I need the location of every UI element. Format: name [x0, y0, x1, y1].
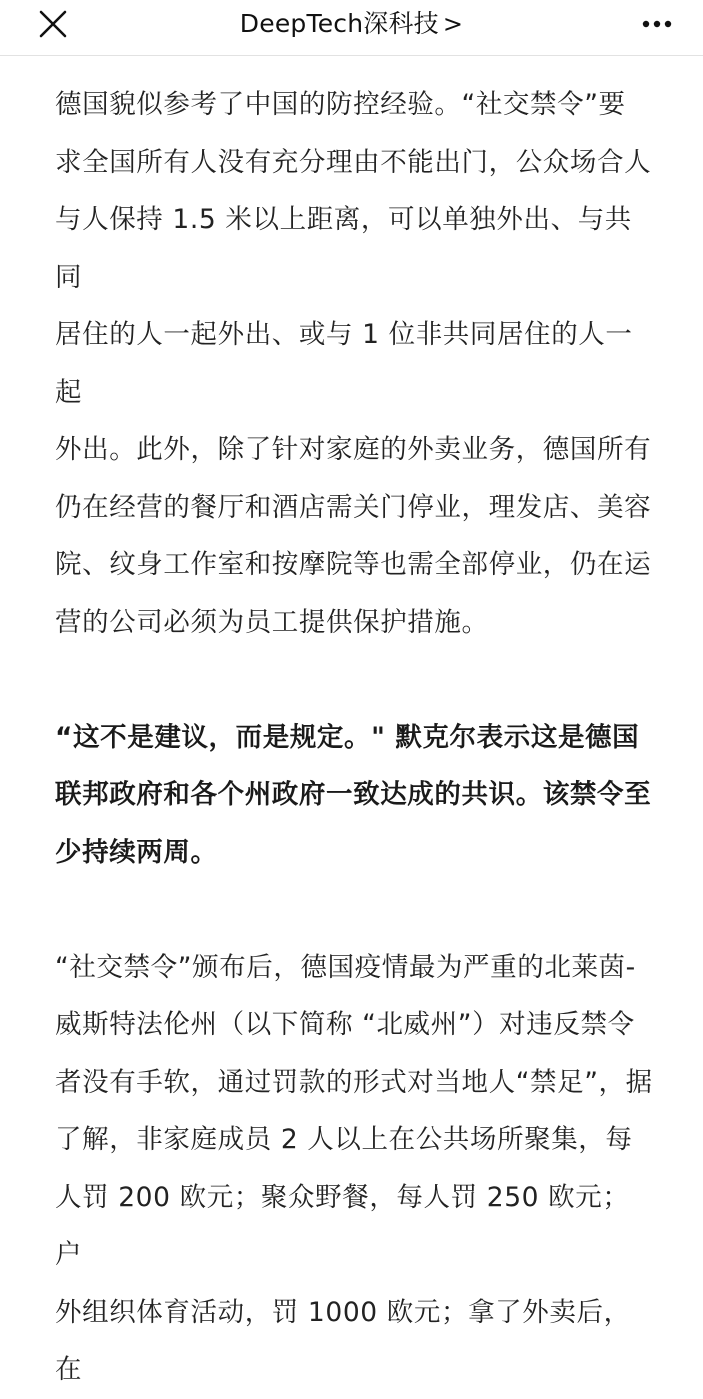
- paragraph-line: 了解，非家庭成员 2 人以上在公共场所聚集，每: [55, 1124, 633, 1155]
- paragraph-line: 与人保持 1.5 米以上距离，可以单独外出、与共同: [55, 204, 632, 293]
- paragraph-spacer: [55, 881, 655, 939]
- paragraph-line: 少持续两周。: [55, 836, 218, 868]
- top-navigation-bar: [0, 0, 703, 52]
- paragraph-1: [55, 76, 655, 651]
- paragraph-line: 求全国所有人没有充分理由不能出门，公众场合人: [55, 146, 652, 178]
- paragraph-2-quote: [55, 709, 655, 882]
- paragraph-line: 威斯特法伦州（以下简称 “北威州”）对违反禁令: [55, 1009, 635, 1040]
- paragraph-line: 联邦政府和各个州政府一致达成的共识。该禁令至: [55, 779, 652, 810]
- paragraph-line: “这不是建议，而是规定。" 默克尔表示这是德国: [55, 721, 640, 753]
- paragraph-line: “社交禁令”颁布后，德国疫情最为严重的北莱茵-: [55, 951, 636, 983]
- more-options-button[interactable]: [633, 4, 681, 44]
- paragraph-line: 居住的人一起外出、或与 1 位非共同居住的人一起: [55, 319, 633, 408]
- paragraph-line: 营的公司必须为员工提供保护措施。: [55, 606, 489, 638]
- paragraph-line: 人罚 200 欧元；聚众野餐，每人罚 250 欧元；户: [55, 1181, 630, 1270]
- paragraph-line: 外组织体育活动，罚 1000 欧元；拿了外卖后，在: [55, 1296, 631, 1385]
- header-divider: [0, 55, 703, 56]
- paragraph-line: 外出。此外，除了针对家庭的外卖业务，德国所有: [55, 434, 652, 465]
- chevron-right-icon: >: [442, 10, 464, 38]
- paragraph-line: 德国貌似参考了中国的防控经验。“社交禁令”要: [55, 89, 626, 120]
- more-dots-icon: [633, 4, 681, 44]
- account-title-link[interactable]: [240, 4, 463, 44]
- paragraph-line: 者没有手软，通过罚款的形式对当地人“禁足”，据: [55, 1066, 653, 1098]
- article-body: [55, 76, 655, 1399]
- paragraph-spacer: [55, 651, 655, 709]
- title-container: [0, 4, 703, 44]
- account-name: DeepTech深科技: [239, 9, 439, 38]
- paragraph-line: 院、纹身工作室和按摩院等也需全部停业，仍在运: [55, 549, 652, 580]
- paragraph-line: 仍在经营的餐厅和酒店需关门停业，理发店、美容: [55, 491, 652, 523]
- paragraph-3: [55, 939, 655, 1399]
